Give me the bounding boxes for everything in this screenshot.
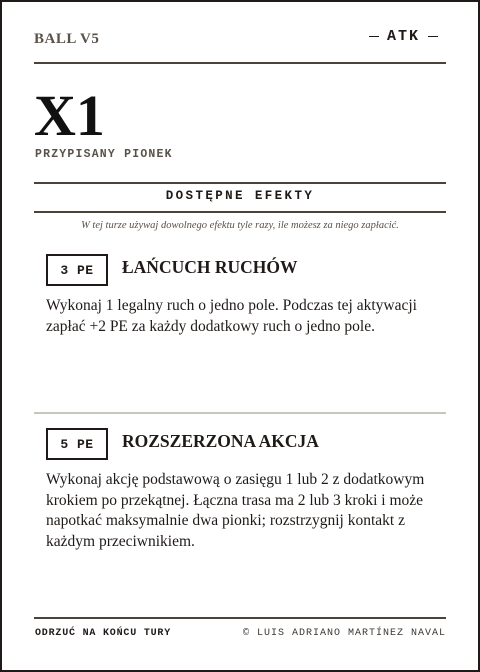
- effect-description: Wykonaj 1 legalny ruch o jedno pole. Podczas tej aktywacji zapłać +2 PE za każdy dodatkowy ruch o jedno pole.: [46, 297, 417, 335]
- section-rule-top: [34, 182, 446, 184]
- footer-rule: [34, 617, 446, 619]
- discard-instruction: ODRZUĆ NA KOŃCU TURY: [35, 628, 172, 639]
- copyright-notice: © LUIS ADRIANO MARTÍNEZ NAVAL: [242, 628, 446, 639]
- effect-cost-badge: 5 PE: [46, 428, 108, 460]
- effect-divider: [34, 412, 446, 414]
- card-type-label: ATK: [386, 28, 420, 45]
- card-type: [369, 28, 438, 45]
- effect-title: ŁAŃCUCH RUCHÓW: [122, 257, 298, 277]
- section-rule-bottom: [34, 211, 446, 213]
- assigned-pawn-code: X1: [34, 83, 105, 148]
- header-rule: [34, 62, 446, 64]
- effect-title: ROZSZERZONA AKCJA: [122, 431, 319, 451]
- section-title: DOSTĘPNE EFEKTY: [165, 189, 315, 203]
- effect-description: Wykonaj akcję podstawową o zasięgu 1 lub 2 z dodatkowym krokiem po przekątnej. Łączna trasa ma 2 lub 3 kroki i może napotkać maksymalnie dwa pionki; rozstrzygnij kontakt z każdym przeciwnikiem.: [46, 471, 425, 550]
- assigned-pawn-label: PRZYPISANY PIONEK: [35, 148, 173, 161]
- section-note: W tej turze używaj dowolnego efektu tyle razy, ile możesz za niego zapłacić.: [81, 220, 399, 231]
- dash-left-decoration: [369, 36, 379, 38]
- effect-cost-badge: 3 PE: [46, 254, 108, 286]
- set-label: BALL V5: [34, 31, 100, 47]
- dash-right-decoration: [428, 36, 438, 38]
